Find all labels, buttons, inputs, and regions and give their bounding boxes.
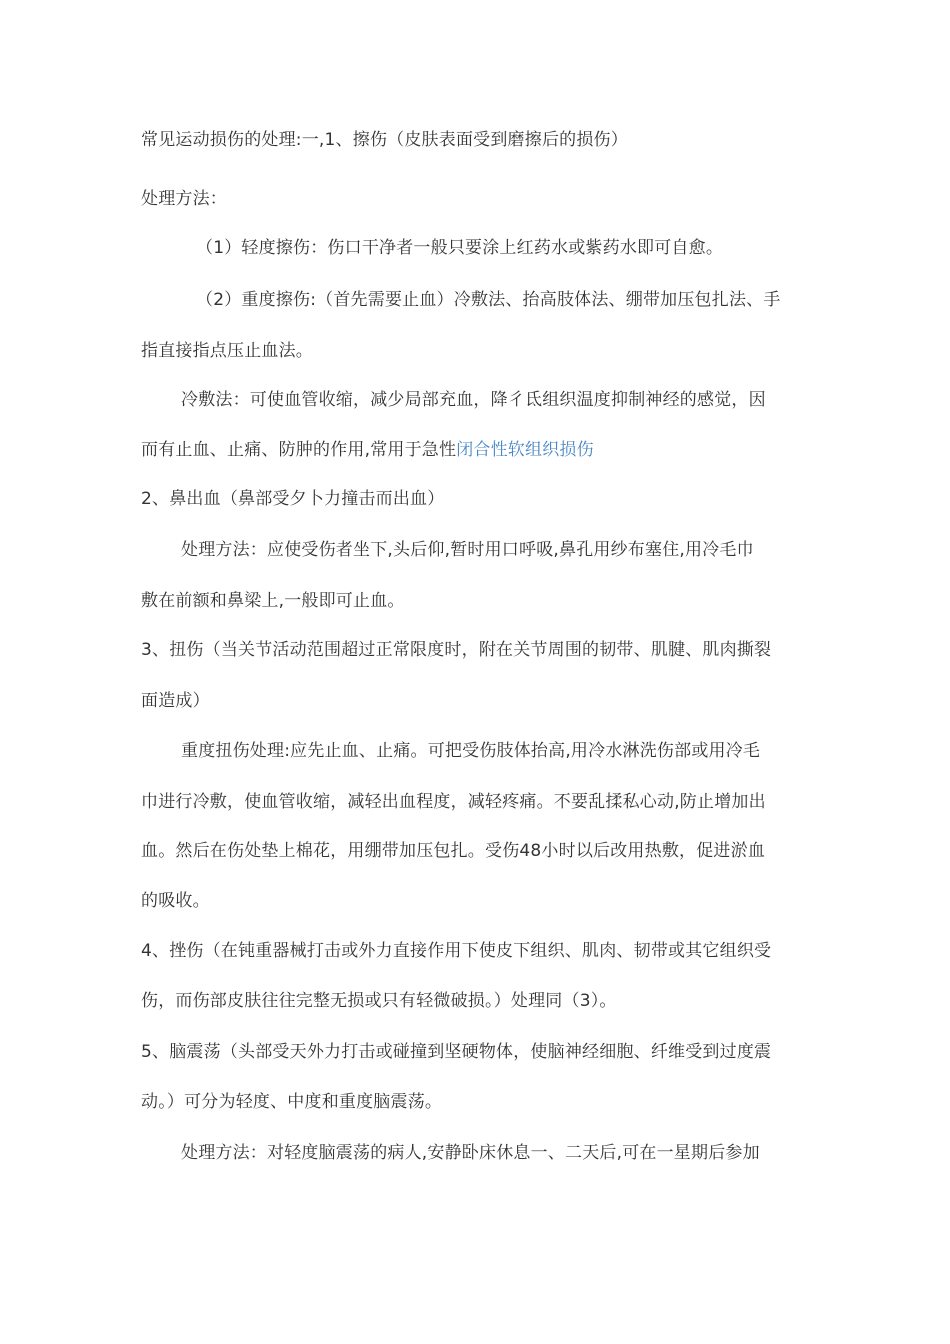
heading-line-concussion: 5、脑震荡（头部受天外力打击或碰撞到坚硬物体，使脑神经细胞、纤维受到过度震 xyxy=(141,1042,772,1062)
text-line: 重度扭伤处理:应先止血、止痛。可把受伤肢体抬高,用冷水淋洗伤部或用冷毛 xyxy=(181,741,761,761)
text-line: 面造成） xyxy=(141,691,210,711)
text-line: （2）重度擦伤:（首先需要止血）冷敷法、抬高肢体法、绷带加压包扎法、手 xyxy=(196,290,781,310)
heading-line-nosebleed: 2、鼻出血（鼻部受夕卜力撞击而出血） xyxy=(141,489,445,509)
text-line: 处理方法：应使受伤者坐下,头后仰,暂时用口呼吸,鼻孔用纱布塞住,用冷毛巾 xyxy=(181,540,754,560)
text-line: 处理方法：对轻度脑震荡的病人,安静卧床休息一、二天后,可在一星期后参加 xyxy=(181,1143,760,1163)
text-segment: 而有止血、止痛、防肿的作用,常用于急性 xyxy=(141,440,457,460)
heading-line-abrasion: 常见运动损伤的处理:一,1、擦伤（皮肤表面受到磨擦后的损伤） xyxy=(141,130,628,150)
text-line: 巾进行冷敷，使血管收缩，减轻出血程度，减轻疼痛。不要乱揉私心动,防止增加出 xyxy=(141,792,766,812)
text-line: 伤，而伤部皮肤往往完整无损或只有轻微破损。）处理同（3）。 xyxy=(141,991,617,1011)
text-line: 血。然后在伤处垫上棉花，用绷带加压包扎。受伤48小时以后改用热敷，促进淤血 xyxy=(141,841,766,861)
heading-line-sprain: 3、扭伤（当关节活动范围超过正常限度时，附在关节周围的韧带、肌腱、肌肉撕裂 xyxy=(141,640,772,660)
text-line: 冷敷法：可使血管收缩，减少局部充血，降彳氐组织温度抑制神经的感觉，因 xyxy=(181,390,766,410)
heading-line-contusion: 4、挫伤（在钝重器械打击或外力直接作用下使皮下组织、肌肉、韧带或其它组织受 xyxy=(141,941,772,961)
method-label: 处理方法： xyxy=(141,189,227,209)
closed-soft-tissue-injury-link[interactable]: 闭合性软组织损伤 xyxy=(456,440,594,460)
text-line: （1）轻度擦伤：伤口干净者一般只要涂上红药水或紫药水即可自愈。 xyxy=(196,238,724,258)
text-line: 敷在前额和鼻梁上,一般即可止血。 xyxy=(141,591,405,611)
text-line: 指直接指点压止血法。 xyxy=(141,341,313,361)
text-line-with-link xyxy=(141,438,821,462)
text-line: 的吸收。 xyxy=(141,891,210,911)
text-line: 动。）可分为轻度、中度和重度脑震荡。 xyxy=(141,1092,443,1112)
